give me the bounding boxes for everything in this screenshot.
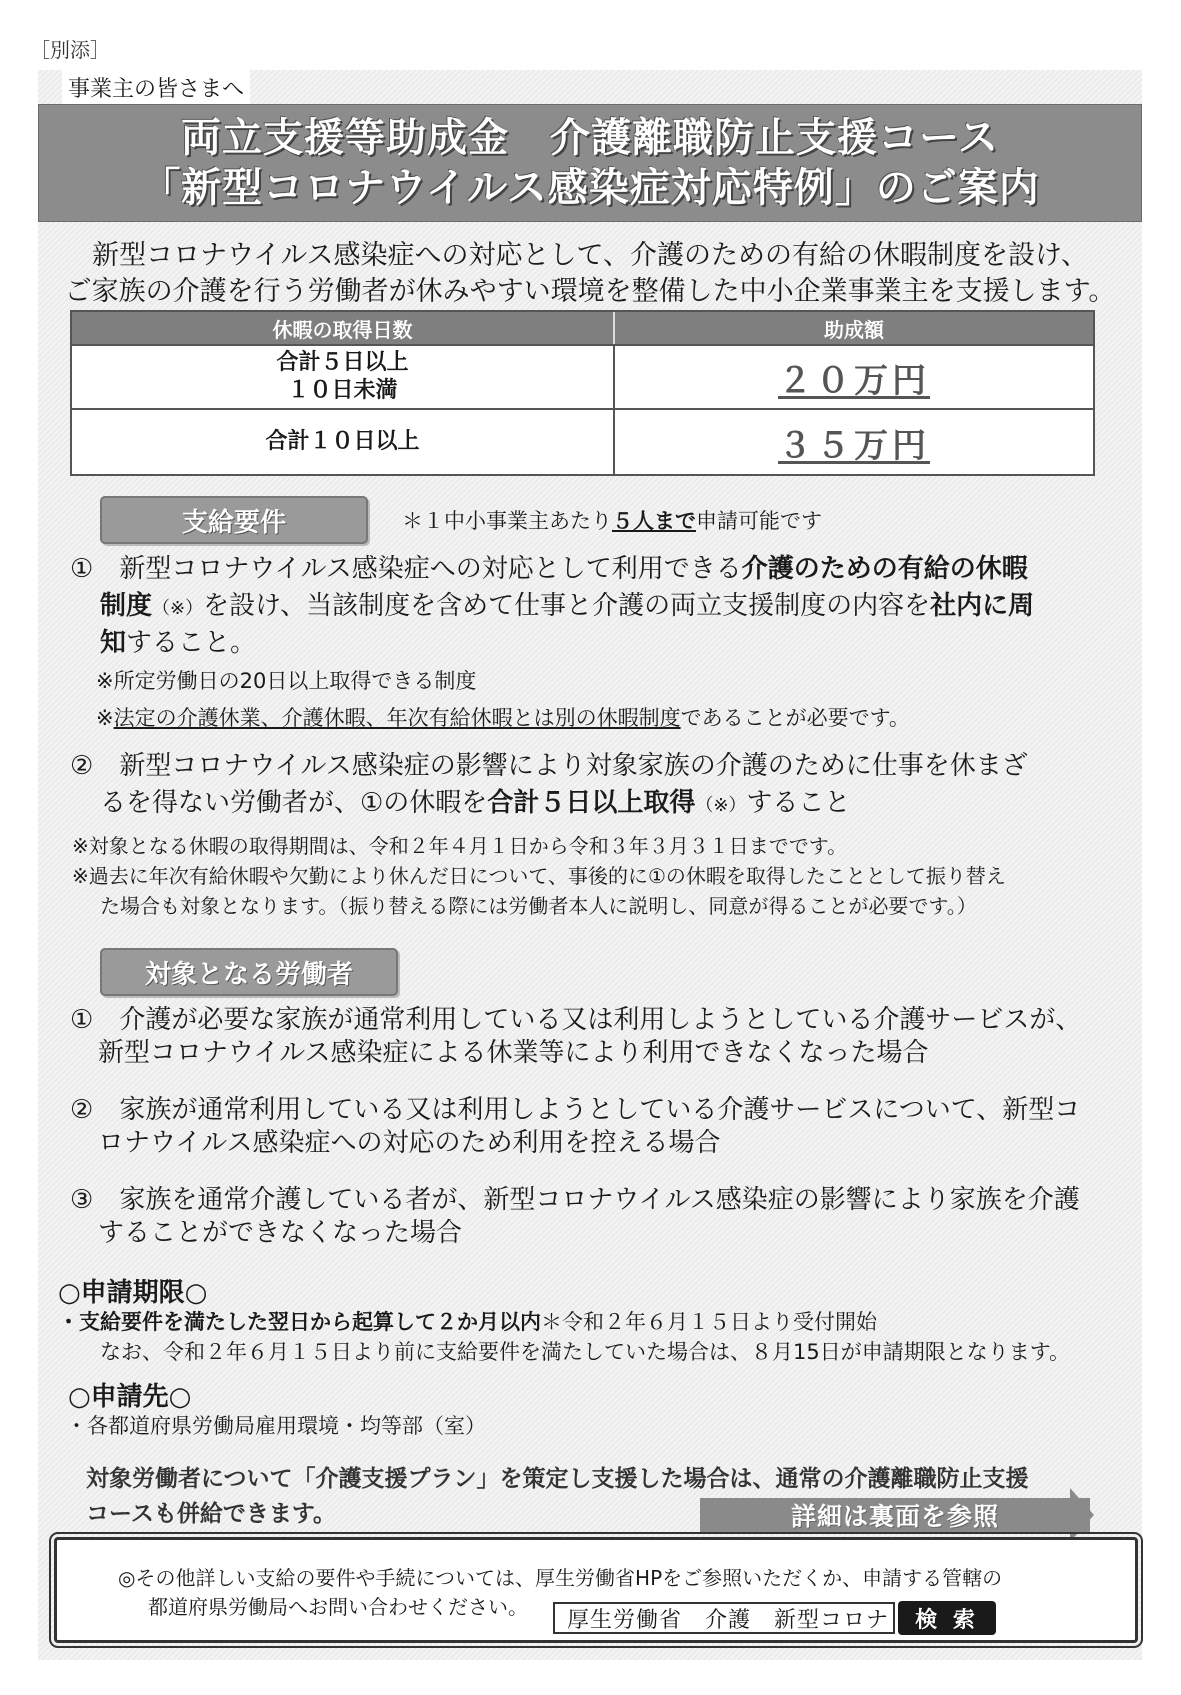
contact-line-2: 都道府県労働局へお問い合わせください。 xyxy=(148,1595,528,1619)
item-number: ③ xyxy=(70,1185,94,1215)
req-item-2-note-2b: た場合も対象となります。（振り替える際には労働者本人に説明し、同意が得ることが必要です。） xyxy=(100,894,977,918)
subsidy-table xyxy=(70,310,1095,476)
worker-item-1-line-1 xyxy=(70,1002,1081,1039)
worker-item-3-line-2: することができなくなった場合 xyxy=(98,1218,463,1248)
amount-cell xyxy=(615,346,1093,408)
title-banner xyxy=(38,104,1142,222)
header-amount: 助成額 xyxy=(824,317,884,342)
title-line-1: 両立支援等助成金 介護離職防止支援コース xyxy=(181,115,999,161)
deadline-note: ＊令和２年６月１５日より受付開始 xyxy=(541,1310,877,1334)
intro-line-2: ご家族の介護を行う労働者が休みやすい環境を整備した中小企業事業主を支援します。 xyxy=(64,276,1116,307)
deadline-heading: ○申請期限○ xyxy=(58,1278,208,1308)
req-item-2-note-1: ※対象となる休暇の取得期間は、令和２年４月１日から令和３年３月３１日までです。 xyxy=(72,834,848,858)
days-line-1: 合計５日以上 xyxy=(276,350,409,375)
combined-note-line-2: コースも併給できます。 xyxy=(86,1501,337,1527)
applicant-limit-note xyxy=(402,505,822,535)
req1-text-d: を設け、当該制度を含めて仕事と介護の両立支援制度の内容を xyxy=(203,591,931,621)
days-line-1: 合計１０日以上 xyxy=(265,429,420,454)
item-number: ① xyxy=(70,1005,94,1035)
worker-text: 家族が通常利用している又は利用しようとしている介護サービスについて、新型コ xyxy=(119,1095,1081,1125)
deadline-line-1 xyxy=(58,1307,877,1337)
search-input[interactable]: 厚生労働省 介護 新型コロナ xyxy=(553,1602,895,1634)
requirements-tab: 支給要件 xyxy=(100,496,368,544)
req-item-1-line-2 xyxy=(100,588,1034,627)
note-suffix: 申請可能です xyxy=(696,509,822,533)
days-cell xyxy=(72,410,615,474)
note-prefix: ＊１中小事業主あたり xyxy=(402,509,612,533)
workers-tab: 対象となる労働者 xyxy=(100,948,398,996)
table-header xyxy=(72,312,1093,344)
days-cell xyxy=(72,346,615,408)
req1-text-a: 新型コロナウイルス感染症への対応として利用できる xyxy=(119,554,742,584)
greeting: 事業主の皆さまへ xyxy=(62,70,250,105)
item-number: ② xyxy=(70,751,94,781)
req2-text-b: るを得ない労働者が、①の休暇を xyxy=(100,788,488,818)
worker-item-2-line-2: ロナウイルス感染症への対応のため利用を控える場合 xyxy=(98,1128,721,1158)
intro-line-1: 新型コロナウイルス感染症への対応として、介護のための有給の休暇制度を設け、 xyxy=(92,240,1088,271)
table-row xyxy=(72,344,1093,408)
req1-text-f: 知 xyxy=(100,628,127,658)
deadline-bold: ・支給要件を満たした翌日から起算して２か月以内 xyxy=(58,1310,541,1334)
worker-text: 介護が必要な家族が通常利用している又は利用しようとしている介護サービスが、 xyxy=(119,1005,1082,1035)
req2-text-c: 合計５日以上取得 xyxy=(487,788,696,818)
days-line-2: １０日未満 xyxy=(287,378,398,403)
amount-value: ２０万円 xyxy=(778,360,930,401)
req1-mark: （※） xyxy=(152,598,204,619)
note2-underline: 法定の介護休業、介護休暇、年次有給休暇とは別の休暇制度 xyxy=(113,706,681,730)
req-item-2-line-1 xyxy=(70,748,1028,785)
req1-text-e: 社内に周 xyxy=(930,591,1035,621)
req2-text-a: 新型コロナウイルス感染症の影響により対象家族の介護のために仕事を休まざ xyxy=(119,751,1028,781)
worker-item-2-line-1 xyxy=(70,1092,1080,1129)
title-line-2: 「新型コロナウイルス感染症対応特例」のご案内 xyxy=(140,165,1040,211)
req-item-2-line-2 xyxy=(100,785,850,824)
req2-text-d: すること xyxy=(746,788,851,818)
note2-prefix: ※ xyxy=(96,706,114,730)
note-bold: ５人まで xyxy=(612,509,696,533)
req-item-1-note-1: ※所定労働日の20日以上取得できる制度 xyxy=(96,669,477,693)
req-item-1-line-1 xyxy=(70,551,1028,588)
see-reverse-label: 詳細は裏面を参照 xyxy=(790,1502,999,1531)
amount-cell xyxy=(615,410,1093,474)
req-item-1-line-3 xyxy=(100,625,256,662)
req-item-1-note-2 xyxy=(96,703,910,733)
req2-mark: （※） xyxy=(695,795,747,816)
amount-value: ３５万円 xyxy=(778,425,930,466)
contact-line-1: ◎その他詳しい支給の要件や手続については、厚生労働省HPをご参照いただくか、申請する管轄の xyxy=(118,1566,1003,1590)
destination-line: ・各都道府県労働局雇用環境・均等部（室） xyxy=(66,1414,486,1438)
note2-suffix: であることが必要です。 xyxy=(680,706,910,730)
destination-heading: ○申請先○ xyxy=(68,1382,192,1412)
item-number: ② xyxy=(70,1095,94,1125)
req1-text-b: 介護のための有給の休暇 xyxy=(741,554,1028,584)
item-number: ① xyxy=(70,554,94,584)
table-row xyxy=(72,408,1093,474)
combined-note-line-1: 対象労働者について「介護支援プラン」を策定し支援した場合は、通常の介護離職防止支援 xyxy=(86,1466,1029,1492)
deadline-line-2: なお、令和２年６月１５日より前に支給要件を満たしていた場合は、８月15日が申請期限となります。 xyxy=(100,1340,1071,1364)
header-days: 休暇の取得日数 xyxy=(72,312,615,344)
attachment-label: ［別添］ xyxy=(30,38,110,62)
req-item-2-note-2a: ※過去に年次有給休暇や欠勤により休んだ日について、事後的に①の休暇を取得したこととして振り替え xyxy=(72,864,1006,888)
worker-item-1-line-2: 新型コロナウイルス感染症による休業等により利用できなくなった場合 xyxy=(98,1038,929,1068)
req1-text-g: すること。 xyxy=(126,628,257,658)
search-button[interactable]: 検 索 xyxy=(898,1601,996,1635)
req1-text-c: 制度 xyxy=(100,591,153,621)
worker-item-3-line-1 xyxy=(70,1182,1080,1219)
worker-text: 家族を通常介護している者が、新型コロナウイルス感染症の影響により家族を介護 xyxy=(119,1185,1080,1215)
